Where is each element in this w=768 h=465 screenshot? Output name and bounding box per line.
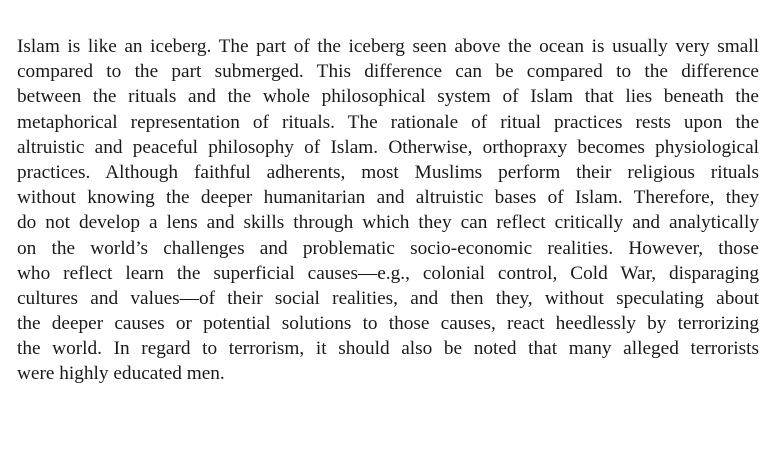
- paragraph-line: practices. Although faithful adherents, most Muslims perform their religious rituals: [17, 161, 759, 183]
- paragraph-line: do not develop a lens and skills through which they can reflect critically and analytically: [17, 212, 759, 234]
- paragraph-line: altruistic and peaceful philosophy of Islam. Otherwise, orthopraxy becomes physiological: [17, 136, 759, 158]
- paragraph-line: cultures and values—of their social realities, and then they, without speculating about: [17, 287, 759, 309]
- paragraph-line: without knowing the deeper humanitarian and altruistic bases of Islam. Therefore, they: [17, 187, 759, 209]
- body-paragraph: [17, 34, 759, 387]
- paragraph-line: the deeper causes or potential solutions to those causes, react heedlessly by terrorizing: [17, 313, 759, 335]
- paragraph-line: Islam is like an iceberg. The part of the iceberg seen above the ocean is usually very small: [17, 36, 759, 57]
- paragraph-line: compared to the part submerged. This difference can be compared to the difference: [17, 61, 759, 83]
- paragraph-line: metaphorical representation of rituals. The rationale of ritual practices rests upon the: [17, 111, 759, 133]
- paragraph-line: who reflect learn the superficial causes—e.g., colonial control, Cold War, disparaging: [17, 262, 759, 284]
- paragraph-line: on the world’s challenges and problematic socio-economic realities. However, those: [17, 237, 759, 259]
- paragraph-line: the world. In regard to terrorism, it should also be noted that many alleged terrorists: [17, 338, 759, 360]
- paragraph-line: between the rituals and the whole philosophical system of Islam that lies beneath the: [17, 86, 759, 108]
- document-page: [17, 34, 759, 387]
- paragraph-line: were highly educated men.: [17, 363, 225, 385]
